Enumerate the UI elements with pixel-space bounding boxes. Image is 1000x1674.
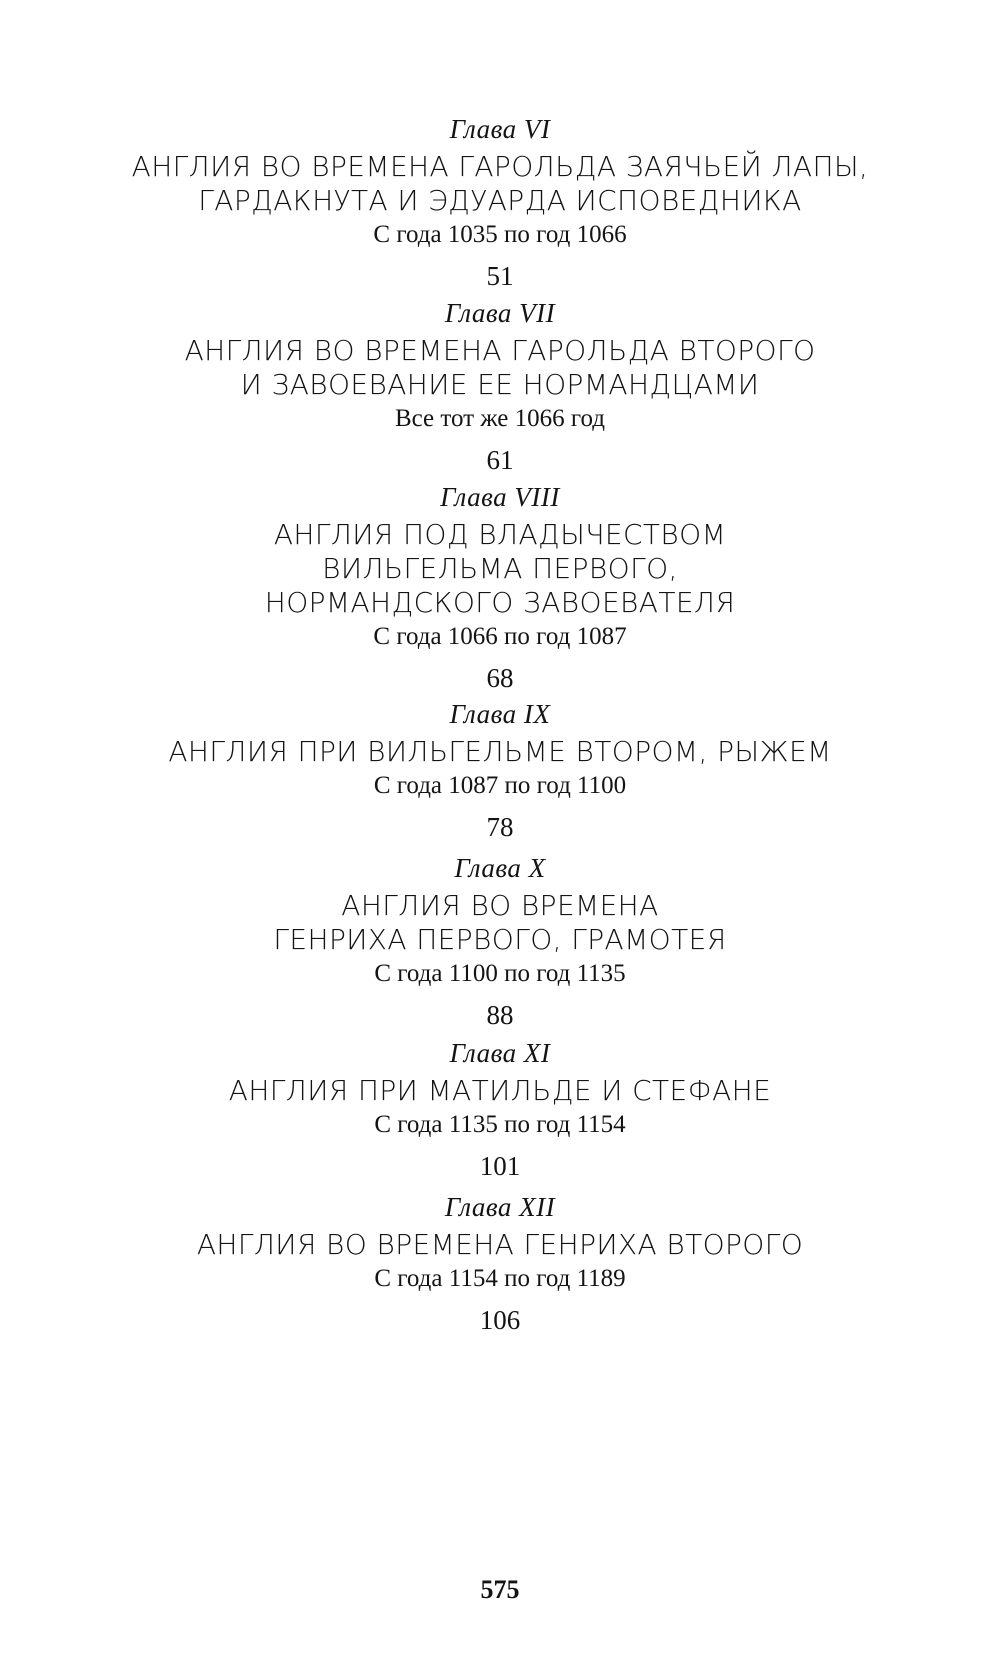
- chapter-label: Глава VI: [449, 114, 551, 144]
- chapter-label: Глава IX: [449, 699, 551, 729]
- chapter-title-line: АНГЛИЯ ВО ВРЕМЕНА ГАРОЛЬДА ВТОРОГО: [184, 334, 816, 367]
- chapter-title: [0, 889, 1000, 957]
- chapter-title: [0, 735, 1000, 769]
- chapter-title-line: ГЕНРИХА ПЕРВОГО, ГРАМОТЕЯ: [273, 923, 727, 956]
- toc-entry-chapter-6: [0, 112, 1000, 292]
- page-number: 575: [480, 1575, 520, 1604]
- chapter-page-number: 88: [486, 1000, 514, 1030]
- chapter-title-line: НОРМАНДСКОГО ЗАВОЕВАТЕЛЯ: [264, 586, 736, 619]
- chapter-years: С года 1087 по год 1100: [373, 772, 627, 799]
- chapter-title-line: ГАРДАКНУТА И ЭДУАРДА ИСПОВЕДНИКА: [198, 184, 802, 217]
- chapter-title: [0, 1074, 1000, 1108]
- chapter-page-number: 78: [486, 812, 514, 842]
- chapter-years: С года 1035 по год 1066: [373, 221, 627, 248]
- chapter-label: Глава X: [454, 853, 546, 883]
- chapter-years: С года 1100 по год 1135: [374, 960, 626, 987]
- chapter-years: Все тот же 1066 год: [394, 405, 606, 432]
- chapter-label: Глава XII: [444, 1192, 556, 1222]
- chapter-title-line: АНГЛИЯ ВО ВРЕМЕНА ГЕНРИХА ВТОРОГО: [196, 1228, 804, 1261]
- chapter-title-line: ВИЛЬГЕЛЬМА ПЕРВОГО,: [322, 552, 678, 585]
- chapter-page-number: 61: [486, 445, 514, 475]
- chapter-title: [0, 334, 1000, 402]
- chapter-title: [0, 518, 1000, 620]
- chapter-years: С года 1066 по год 1087: [373, 623, 627, 650]
- chapter-page-number: 68: [486, 663, 514, 693]
- toc-entry-chapter-8: [0, 480, 1000, 694]
- toc-entry-chapter-11: [0, 1036, 1000, 1182]
- chapter-page-number: 51: [486, 261, 514, 291]
- chapter-years: С года 1135 по год 1154: [374, 1111, 626, 1138]
- chapter-title-line: АНГЛИЯ ВО ВРЕМЕНА: [341, 889, 659, 922]
- chapter-title-line: АНГЛИЯ ВО ВРЕМЕНА ГАРОЛЬДА ЗАЯЧЬЕЙ ЛАПЫ,: [131, 150, 869, 183]
- toc-entry-chapter-12: [0, 1190, 1000, 1336]
- chapter-title-line: АНГЛИЯ ПРИ ВИЛЬГЕЛЬМЕ ВТОРОМ, РЫЖЕМ: [168, 735, 832, 768]
- chapter-title-line: АНГЛИЯ ПРИ МАТИЛЬДЕ И СТЕФАНЕ: [228, 1074, 772, 1107]
- chapter-label: Глава XI: [449, 1038, 551, 1068]
- chapter-label: Глава VIII: [440, 482, 560, 512]
- chapter-title: [0, 1228, 1000, 1262]
- toc-entry-chapter-7: [0, 296, 1000, 476]
- chapter-page-number: 106: [479, 1305, 521, 1335]
- chapter-years: С года 1154 по год 1189: [374, 1265, 626, 1292]
- chapter-title-line: АНГЛИЯ ПОД ВЛАДЫЧЕСТВОМ: [273, 518, 727, 551]
- toc-entry-chapter-10: [0, 851, 1000, 1031]
- chapter-title-line: И ЗАВОЕВАНИЕ ЕЕ НОРМАНДЦАМИ: [240, 368, 760, 401]
- chapter-page-number: 101: [479, 1151, 521, 1181]
- chapter-label: Глава VII: [444, 298, 556, 328]
- toc-entry-chapter-9: [0, 697, 1000, 843]
- chapter-title: [0, 150, 1000, 218]
